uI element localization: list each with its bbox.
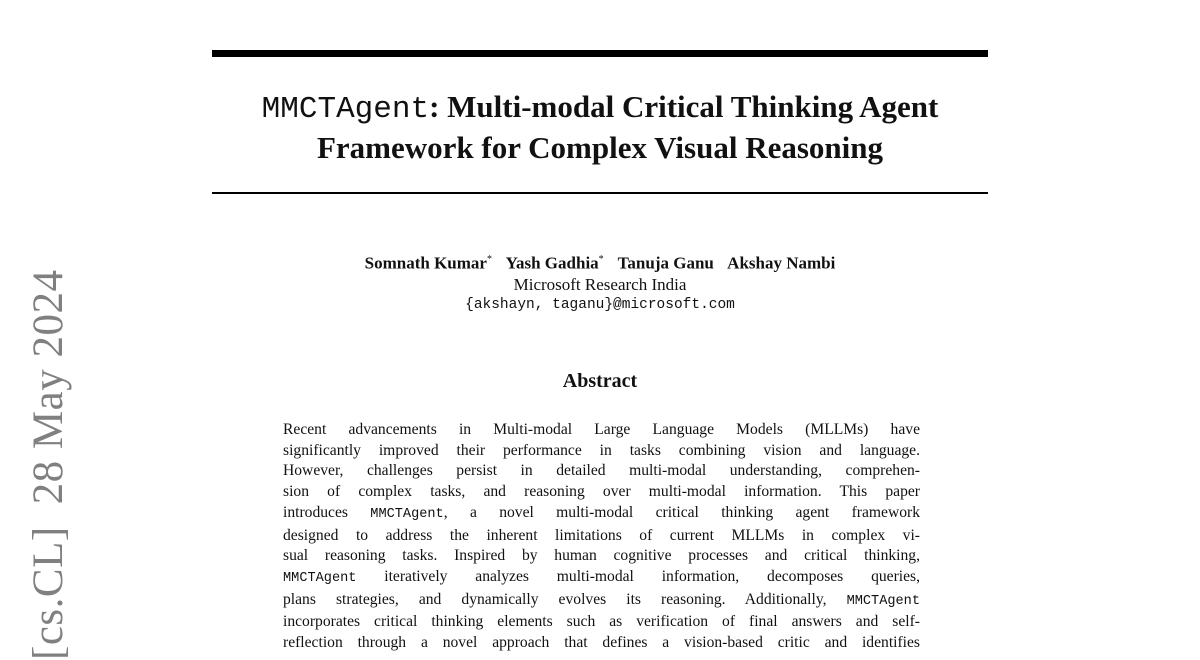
author-names: [212, 249, 988, 274]
arxiv-category: [cs.CL]: [25, 526, 72, 660]
abstract-text: , a novel multi-modal critical thinking agent framework: [443, 503, 921, 521]
author-email: {akshayn, taganu}@microsoft.com: [465, 296, 735, 313]
abstract-text: Recent advancements in Multi-modal Large Language Models (MLLMs) have: [283, 421, 920, 438]
author-name: Akshay Nambi: [727, 253, 836, 273]
title-bottom-rule: [212, 192, 988, 194]
abstract-line: [283, 461, 920, 482]
abstract-text: designed to address the inherent limitations of current MLLMs in complex vi-: [283, 526, 920, 544]
abstract-line: [283, 633, 920, 654]
paper-title: [212, 88, 988, 167]
equal-contribution-mark: *: [598, 254, 604, 265]
arxiv-sidebar-stamp: [24, 270, 73, 660]
abstract-line: [283, 526, 920, 547]
author-name: Tanuja Ganu: [617, 253, 714, 273]
abstract-text: incorporates critical thinking elements such as verification of final answers and self-: [283, 613, 920, 631]
abstract-text: sual reasoning tasks. Inspired by human cognitive processes and critical thinking,: [283, 547, 920, 565]
abstract-line: [283, 420, 920, 441]
abstract-line: [283, 567, 920, 590]
abstract-text: However, challenges persist in detailed multi-modal understanding, comprehen-: [283, 462, 920, 480]
abstract-system-name: MMCTAgent: [370, 506, 444, 522]
abstract-text: significantly improved their performance in tasks combining vision and language.: [283, 441, 920, 459]
abstract-system-name: MMCTAgent: [846, 593, 920, 609]
abstract-line: [283, 590, 920, 613]
abstract-heading: Abstract: [562, 370, 638, 392]
abstract-body: [283, 420, 920, 654]
title-line-1-rest: : Multi-modal Critical Thinking Agent: [429, 89, 939, 124]
abstract-line: [283, 612, 920, 633]
abstract-text: introduces: [283, 503, 371, 521]
author-block: [212, 249, 988, 316]
abstract-text: reflection through a novel approach that defines a vision-based critic and identifies: [283, 634, 920, 652]
title-system-name: MMCTAgent: [261, 92, 430, 127]
abstract-text: iteratively analyzes multi-modal information, decomposes queries,: [356, 567, 920, 585]
author-name: Somnath Kumar: [364, 253, 487, 273]
title-line-2: Framework for Complex Visual Reasoning: [316, 130, 884, 165]
abstract-line: [283, 482, 920, 503]
author-affiliation: Microsoft Research India: [513, 274, 687, 294]
abstract-line: [283, 503, 920, 526]
abstract-text: sion of complex tasks, and reasoning over multi-modal information. This paper: [283, 483, 920, 501]
abstract-system-name: MMCTAgent: [283, 570, 357, 586]
title-line-1: [212, 88, 988, 129]
equal-contribution-mark: *: [486, 254, 492, 265]
abstract-line: [283, 441, 920, 462]
abstract-text: plans strategies, and dynamically evolves its reasoning. Additionally,: [283, 590, 847, 608]
author-name: Yash Gadhia: [505, 253, 599, 273]
abstract-line: [283, 546, 920, 567]
arxiv-date: 28 May 2024: [25, 269, 72, 505]
top-rule: [212, 50, 988, 57]
